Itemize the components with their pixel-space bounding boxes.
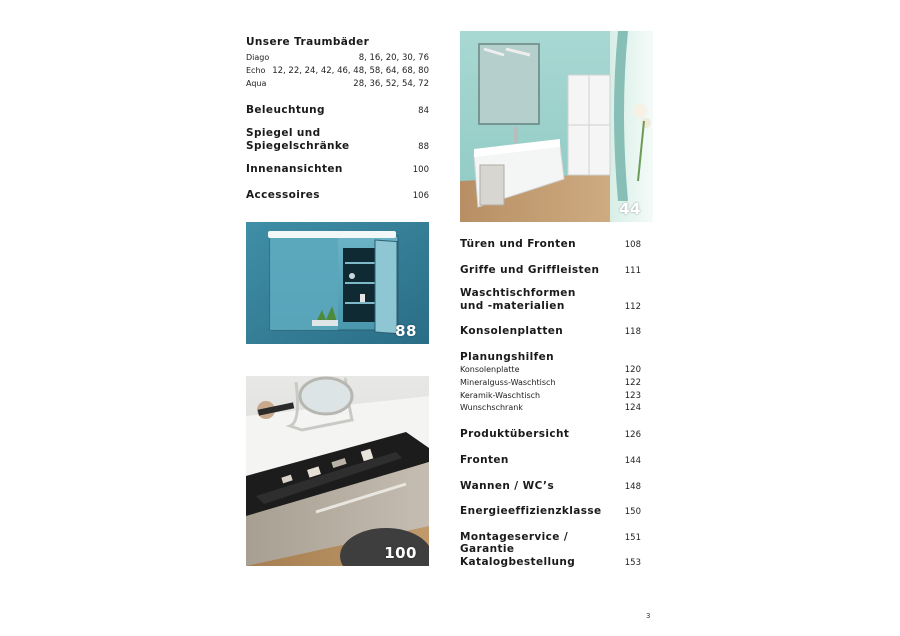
toc-entry-page: 100 xyxy=(412,165,429,175)
toc-sub-name: Keramik-Waschtisch xyxy=(460,391,541,400)
toc-entry-label: Konsolenplatten xyxy=(460,325,564,337)
photo-page-number: 88 xyxy=(395,322,417,340)
toc-entry-spiegel[interactable] xyxy=(246,140,429,152)
toc-sub-pages: 28, 36, 52, 54, 72 xyxy=(353,79,429,89)
toc-entry-label: Fronten xyxy=(460,454,509,466)
toc-entry-tueren[interactable] xyxy=(460,238,641,250)
bathroom-photo[interactable] xyxy=(460,31,653,222)
toc-entry-label: Türen und Fronten xyxy=(460,238,576,250)
toc-entry-label: Energieeffizienzklasse xyxy=(460,505,602,517)
toc-entry-label: Wannen / WC’s xyxy=(460,480,555,492)
toc-entry-label: Beleuchtung xyxy=(246,104,325,116)
toc-entry-label: und -materialien xyxy=(460,300,565,312)
toc-entry-page: 88 xyxy=(418,142,429,152)
toc-entry-page: 112 xyxy=(624,302,641,312)
toc-entry-page: 106 xyxy=(412,191,429,201)
toc-sub-konsolenplatte[interactable] xyxy=(460,365,641,375)
toc-entry-waschtisch-line1[interactable]: Waschtischformen xyxy=(460,287,576,299)
toc-sub-echo[interactable] xyxy=(246,66,429,76)
toc-entry-label: Produktübersicht xyxy=(460,428,570,440)
toc-entry-label: Accessoires xyxy=(246,189,320,201)
toc-entry-page: 153 xyxy=(624,558,641,568)
toc-entry-innenansichten[interactable] xyxy=(246,163,429,175)
toc-entry-energie[interactable] xyxy=(460,505,641,517)
toc-entry-konsolenplatten[interactable] xyxy=(460,325,641,337)
drawer-interior-illustration xyxy=(246,376,429,566)
toc-entry-page: 144 xyxy=(624,456,641,466)
photo-page-number: 100 xyxy=(384,544,417,562)
toc-sub-mineralguss[interactable] xyxy=(460,378,641,388)
toc-entry-produktuebersicht[interactable] xyxy=(460,428,641,440)
toc-entry-spiegel-line1[interactable]: Spiegel und xyxy=(246,127,321,139)
photo-page-number: 44 xyxy=(619,200,641,218)
toc-entry-griffe[interactable] xyxy=(460,264,641,276)
toc-sub-wunschschrank[interactable] xyxy=(460,403,641,413)
toc-entry-page: 151 xyxy=(624,533,641,543)
toc-sub-name: Mineralguss-Waschtisch xyxy=(460,378,556,387)
toc-entry-label: Katalogbestellung xyxy=(460,556,576,568)
toc-sub-name: Konsolenplatte xyxy=(460,365,520,374)
toc-entry-montageservice[interactable] xyxy=(460,531,641,555)
toc-sub-page: 122 xyxy=(624,378,641,388)
toc-sub-name: Wunschschrank xyxy=(460,403,523,412)
mirror-cabinet-photo[interactable] xyxy=(246,222,429,344)
toc-entry-page: 84 xyxy=(418,106,429,116)
toc-entry-label: Griffe und Griffleisten xyxy=(460,264,600,276)
toc-entry-page: 126 xyxy=(624,430,641,440)
toc-entry-page: 108 xyxy=(624,240,641,250)
toc-entry-label: Innenansichten xyxy=(246,163,343,175)
toc-entry-page: 150 xyxy=(624,507,641,517)
toc-entry-page: 148 xyxy=(624,482,641,492)
toc-sub-pages: 8, 16, 20, 30, 76 xyxy=(358,53,429,63)
toc-sub-name: Echo xyxy=(246,66,266,75)
toc-heading-traumbaeder: Unsere Traumbäder xyxy=(246,36,370,48)
toc-sub-pages: 12, 22, 24, 42, 46, 48, 58, 64, 68, 80 xyxy=(272,66,429,76)
toc-entry-label: Montageservice / Garantie xyxy=(460,531,569,555)
page-number: 3 xyxy=(646,612,651,620)
toc-sub-diago[interactable] xyxy=(246,53,429,63)
toc-entry-wannen[interactable] xyxy=(460,480,641,492)
toc-entry-fronten[interactable] xyxy=(460,454,641,466)
toc-sub-page: 124 xyxy=(624,403,641,413)
toc-entry-accessoires[interactable] xyxy=(246,189,429,201)
toc-sub-aqua[interactable] xyxy=(246,79,429,89)
toc-sub-page: 123 xyxy=(624,391,641,401)
bathroom-illustration xyxy=(460,31,653,222)
toc-heading-planungshilfen[interactable]: Planungshilfen xyxy=(460,351,555,363)
toc-sub-name: Aqua xyxy=(246,79,267,88)
toc-sub-name: Diago xyxy=(246,53,270,62)
toc-entry-page: 111 xyxy=(624,266,641,276)
drawer-interior-photo[interactable] xyxy=(246,376,429,566)
toc-entry-waschtisch[interactable] xyxy=(460,300,641,312)
toc-entry-page: 118 xyxy=(624,327,641,337)
toc-entry-katalog[interactable] xyxy=(460,556,641,568)
toc-sub-keramik[interactable] xyxy=(460,391,641,401)
toc-entry-label: Spiegelschränke xyxy=(246,140,350,152)
toc-entry-beleuchtung[interactable] xyxy=(246,104,429,116)
toc-sub-page: 120 xyxy=(624,365,641,375)
